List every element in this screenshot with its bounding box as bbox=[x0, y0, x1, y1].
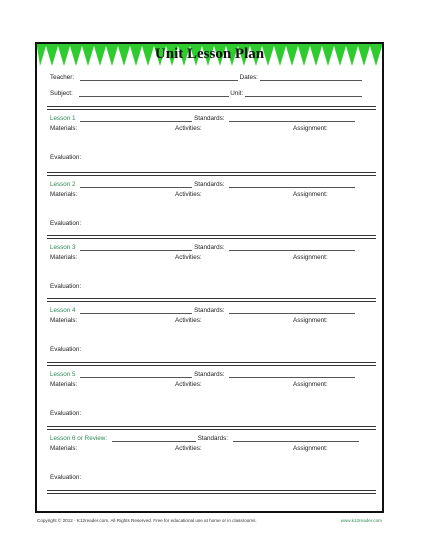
evaluation-row bbox=[50, 283, 81, 290]
evaluation-label: Evaluation: bbox=[50, 410, 82, 417]
standards-field[interactable] bbox=[233, 435, 359, 442]
section-divider bbox=[47, 490, 376, 494]
lesson-field[interactable] bbox=[80, 307, 192, 314]
unit-label: Unit: bbox=[230, 90, 244, 97]
lesson-field[interactable] bbox=[80, 181, 192, 188]
evaluation-label: Evaluation: bbox=[50, 220, 82, 227]
page-title: Unit Lesson Plan bbox=[154, 46, 265, 62]
section-divider bbox=[47, 172, 376, 176]
standards-label: Standards: bbox=[197, 435, 229, 442]
activities-label: Activities: bbox=[175, 445, 202, 452]
activities-label: Activities: bbox=[175, 254, 202, 261]
materials-label: Materials: bbox=[50, 254, 78, 261]
standards-field[interactable] bbox=[229, 244, 355, 251]
lesson-label: Lesson 2 bbox=[50, 181, 76, 188]
dates-field[interactable] bbox=[260, 74, 362, 81]
assignment-label: Assignment: bbox=[293, 381, 328, 388]
lesson-row bbox=[50, 307, 355, 314]
evaluation-label: Evaluation: bbox=[50, 346, 82, 353]
materials-row bbox=[50, 191, 340, 198]
footer-copyright: Copyright © 2012 · K12reader.com. All Rights Reserved. Free for educational use at home or in classrooms. bbox=[37, 518, 257, 523]
standards-label: Standards: bbox=[194, 307, 225, 314]
activities-label: Activities: bbox=[175, 125, 202, 132]
lesson-field[interactable] bbox=[80, 244, 192, 251]
teacher-field[interactable] bbox=[80, 74, 238, 81]
evaluation-label: Evaluation: bbox=[50, 283, 82, 290]
evaluation-row bbox=[50, 154, 81, 161]
evaluation-label: Evaluation: bbox=[50, 154, 82, 161]
lesson-label: Lesson 5 bbox=[50, 371, 76, 378]
standards-field[interactable] bbox=[229, 115, 355, 122]
lesson-row bbox=[50, 371, 355, 378]
lesson-row bbox=[50, 244, 355, 251]
assignment-label: Assignment: bbox=[293, 254, 328, 261]
teacher-label: Teacher: bbox=[50, 74, 75, 81]
materials-label: Materials: bbox=[50, 381, 78, 388]
subject-row bbox=[50, 90, 362, 97]
section-divider bbox=[47, 426, 376, 430]
materials-row bbox=[50, 317, 340, 324]
lesson-row bbox=[50, 181, 355, 188]
evaluation-label: Evaluation: bbox=[50, 474, 82, 481]
standards-field[interactable] bbox=[229, 307, 355, 314]
activities-label: Activities: bbox=[175, 381, 202, 388]
footer-site-link[interactable]: www.k12reader.com bbox=[340, 518, 382, 523]
evaluation-row bbox=[50, 346, 81, 353]
standards-label: Standards: bbox=[194, 244, 225, 251]
assignment-label: Assignment: bbox=[293, 317, 328, 324]
materials-label: Materials: bbox=[50, 445, 78, 452]
materials-label: Materials: bbox=[50, 191, 78, 198]
evaluation-row bbox=[50, 410, 81, 417]
lesson-label: Lesson 3 bbox=[50, 244, 76, 251]
materials-row bbox=[50, 125, 340, 132]
evaluation-row bbox=[50, 220, 81, 227]
materials-label: Materials: bbox=[50, 317, 78, 324]
section-divider bbox=[47, 235, 376, 239]
dates-label: Dates: bbox=[239, 74, 258, 81]
materials-row bbox=[50, 254, 340, 261]
lesson-row bbox=[50, 435, 359, 442]
lesson-label: Lesson 4 bbox=[50, 307, 76, 314]
standards-label: Standards: bbox=[194, 181, 225, 188]
materials-row bbox=[50, 445, 340, 452]
assignment-label: Assignment: bbox=[293, 125, 328, 132]
activities-label: Activities: bbox=[175, 191, 202, 198]
lesson-field[interactable] bbox=[80, 115, 192, 122]
standards-field[interactable] bbox=[229, 371, 355, 378]
unit-field[interactable] bbox=[245, 90, 362, 97]
subject-label: Subject: bbox=[50, 90, 73, 97]
teacher-row bbox=[50, 74, 362, 81]
lesson-row bbox=[50, 115, 355, 122]
materials-label: Materials: bbox=[50, 125, 78, 132]
evaluation-row bbox=[50, 474, 81, 481]
lesson-field[interactable] bbox=[80, 371, 192, 378]
section-divider bbox=[47, 362, 376, 366]
section-divider bbox=[47, 106, 376, 110]
section-divider bbox=[47, 298, 376, 302]
assignment-label: Assignment: bbox=[293, 445, 328, 452]
assignment-label: Assignment: bbox=[293, 191, 328, 198]
standards-field[interactable] bbox=[229, 181, 355, 188]
page-border bbox=[35, 42, 384, 513]
standards-label: Standards: bbox=[194, 371, 225, 378]
standards-label: Standards: bbox=[194, 115, 225, 122]
subject-field[interactable] bbox=[79, 90, 229, 97]
lesson-label: Lesson 6 or Review: bbox=[50, 435, 108, 442]
lesson-field[interactable] bbox=[112, 435, 196, 442]
lesson-label: Lesson 1 bbox=[50, 115, 76, 122]
activities-label: Activities: bbox=[175, 317, 202, 324]
materials-row bbox=[50, 381, 340, 388]
